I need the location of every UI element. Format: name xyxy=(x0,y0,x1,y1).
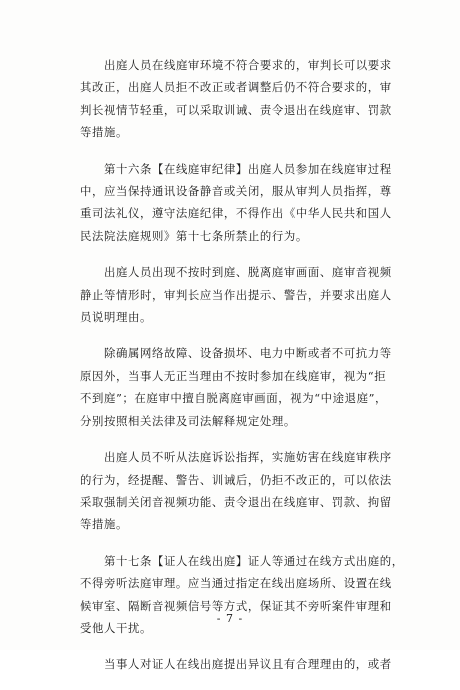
paragraph-5 xyxy=(80,446,398,536)
paragraph-article-16 xyxy=(80,158,398,248)
text-line: 采取强制关闭音视频功能、责令退出在线庭审、罚款、拘留 xyxy=(80,494,392,509)
paragraph-1 xyxy=(80,54,398,144)
text-line: 受他人干扰。 xyxy=(80,620,152,635)
text-line: 其改正，出庭人员拒不改正或者调整后仍不符合要求的，审 xyxy=(80,80,392,95)
paragraph-article-17 xyxy=(80,550,404,640)
text-line: 出庭人员出现不按时到庭、脱离庭审画面、庭审音视频 xyxy=(104,265,392,280)
text-line: 分别按照相关法律及司法解释规定处理。 xyxy=(80,413,296,428)
text-line: 判长视情节轻重，可以采取训诫、责令退出在线庭审、罚款 xyxy=(80,102,392,117)
text-line: 不得旁听法庭审理。应当通过指定在线出庭场所、设置在线 xyxy=(80,576,392,591)
text-line: 中，应当保持通讯设备静音或关闭，服从审判人员指挥，尊 xyxy=(80,184,392,199)
paragraph-3 xyxy=(80,261,398,328)
text-line: 除确属网络故障、设备损坏、电力中断或者不可抗力等 xyxy=(104,346,392,361)
text-line: 候审室、隔断音视频信号等方式，保证其不旁听案件审理和 xyxy=(80,598,392,613)
text-line: 原因外，当事人无正当理由不按时参加在线庭审，视为“拒 xyxy=(80,368,387,383)
text-line: 的行为，经提醒、警告、训诫后，仍拒不改正的，可以依法 xyxy=(80,472,392,487)
text-line: 员说明理由。 xyxy=(80,310,152,325)
text-line: 第十七条【证人在线出庭】证人等通过在线方式出庭的， xyxy=(104,553,404,568)
text-line: 出庭人员在线庭审环境不符合要求的，审判长可以要求 xyxy=(104,58,392,72)
text-line: 等措施。 xyxy=(80,517,128,532)
paragraph-7 xyxy=(80,653,398,675)
paragraph-4 xyxy=(80,342,398,432)
text-line: 出庭人员不听从法庭诉讼指挥，实施妨害在线庭审秩序 xyxy=(104,450,392,465)
text-line: 第十六条【在线庭审纪律】出庭人员参加在线庭审过程 xyxy=(104,161,392,176)
page-number: - 7 - xyxy=(216,612,244,625)
document-body xyxy=(80,54,404,690)
text-line: 当事人对证人在线出庭提出异议且有合理理由的，或者 xyxy=(104,657,392,672)
text-line: 不到庭”；在庭审中擅自脱离庭审画面，视为“中途退庭”， xyxy=(80,391,388,406)
text-line: 民法院法庭规则》第十七条所禁止的行为。 xyxy=(80,228,308,243)
text-line: 等措施。 xyxy=(80,125,128,140)
text-line: 静止等情形时，审判长应当作出提示、警告，并要求出庭人 xyxy=(80,287,392,302)
text-line: 重司法礼仪，遵守法庭纪律，不得作出《中华人民共和国人 xyxy=(80,206,392,221)
